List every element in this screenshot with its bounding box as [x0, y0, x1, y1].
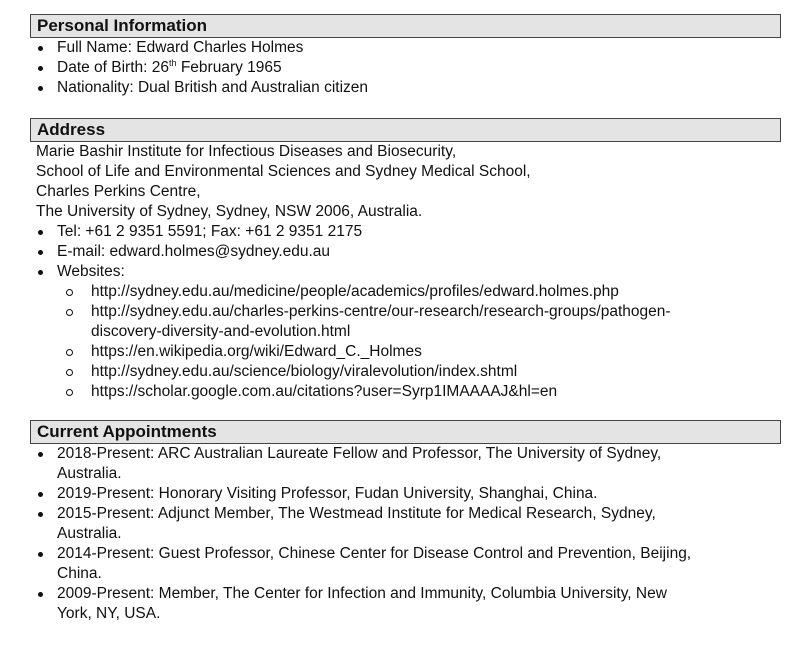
website-link[interactable]: https://scholar.google.com.au/citations?user=Syrp1IMAAAAJ&hl=en	[30, 382, 781, 402]
appointment-item: 2019-Present: Honorary Visiting Professor, Fudan University, Shanghai, China.	[30, 484, 781, 504]
website-link[interactable]: https://en.wikipedia.org/wiki/Edward_C._Holmes	[30, 342, 781, 362]
website-link[interactable]: http://sydney.edu.au/science/biology/viralevolution/index.shtml	[30, 362, 781, 382]
appointment-item: 2014-Present: Guest Professor, Chinese Center for Disease Control and Prevention, Beijing, China.	[30, 544, 781, 584]
dob-item	[30, 58, 781, 78]
address-heading: Address	[30, 118, 781, 142]
full-name-item: Full Name: Edward Charles Holmes	[30, 38, 781, 58]
appointment-item: 2015-Present: Adjunct Member, The Westmead Institute for Medical Research, Sydney, Australia.	[30, 504, 781, 544]
websites-list	[30, 282, 781, 402]
nationality-item: Nationality: Dual British and Australian citizen	[30, 78, 781, 98]
personal-info-heading: Personal Information	[30, 14, 781, 38]
website-link[interactable]: http://sydney.edu.au/charles-perkins-centre/our-research/research-groups/pathogen- discovery-diversity-and-evolution.html	[30, 302, 781, 342]
cv-page	[30, 14, 781, 624]
address-line: The University of Sydney, Sydney, NSW 2006, Australia.	[36, 203, 423, 220]
appointment-item: 2009-Present: Member, The Center for Infection and Immunity, Columbia University, New York, NY, USA.	[30, 584, 781, 624]
appointments-list	[30, 444, 781, 624]
appointments-heading: Current Appointments	[30, 420, 781, 444]
address-line: School of Life and Environmental Sciences and Sydney Medical School,	[36, 163, 531, 180]
contact-list	[30, 222, 781, 402]
websites-label: Websites:	[57, 263, 125, 280]
dob-suffix: February 1965	[176, 59, 282, 76]
dob-prefix: Date of Birth: 26	[57, 59, 170, 76]
website-link[interactable]: http://sydney.edu.au/medicine/people/academics/profiles/edward.holmes.php	[30, 282, 781, 302]
websites-item	[30, 262, 781, 402]
tel-fax-item: Tel: +61 2 9351 5591; Fax: +61 2 9351 2175	[30, 222, 781, 242]
appointment-item: 2018-Present: ARC Australian Laureate Fellow and Professor, The University of Sydney, Australia.	[30, 444, 781, 484]
dob-sup: th	[169, 58, 177, 68]
address-line: Marie Bashir Institute for Infectious Diseases and Biosecurity,	[36, 143, 457, 160]
personal-info-list	[30, 38, 781, 98]
email-item: E-mail: edward.holmes@sydney.edu.au	[30, 242, 781, 262]
address-line: Charles Perkins Centre,	[36, 183, 201, 200]
